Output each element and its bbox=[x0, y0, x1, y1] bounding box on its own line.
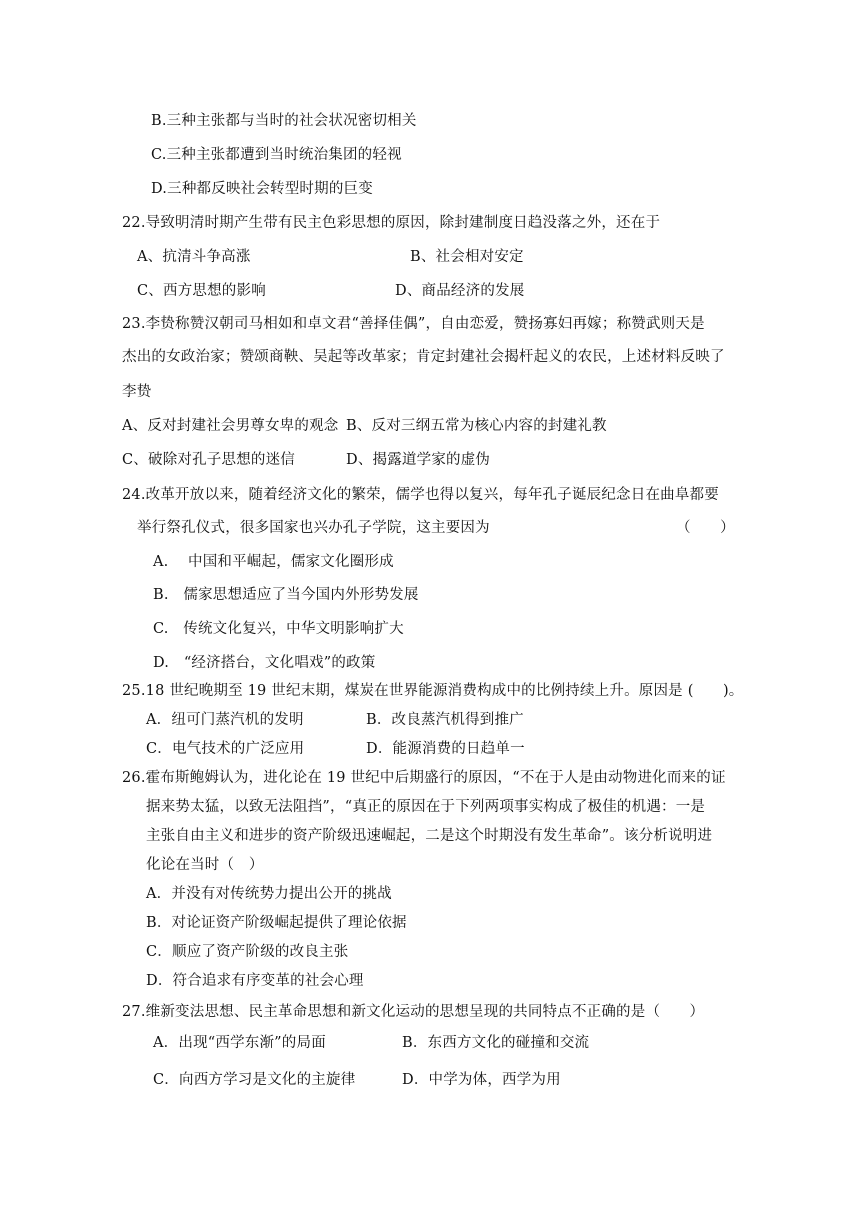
q22-option-c: C、西方思想的影响 bbox=[137, 283, 266, 299]
q23-option-a: A、反对封建社会男尊女卑的观念 bbox=[122, 418, 339, 434]
q27-stem: 27.维新变法思想、民主革命思想和新文化运动的思想呈现的共同特点不正确的是（ ） bbox=[122, 1004, 705, 1020]
q22-option-d: D、商品经济的发展 bbox=[395, 283, 525, 299]
q25-option-b: B．改良蒸汽机得到推广 bbox=[366, 712, 524, 728]
q26-stem-line2: 据来势太猛，以致无法阻挡”，“真正的原因在于下列两项事实构成了极佳的机遇：一是 bbox=[146, 799, 706, 815]
q27-option-b: B．东西方文化的碰撞和交流 bbox=[402, 1035, 590, 1051]
q26-stem-line4: 化论在当时（ ） bbox=[146, 857, 264, 873]
q25-stem: 25.18 世纪晚期至 19 世纪末期，煤炭在世界能源消费构成中的比例持续上升。原因是 ( )。 bbox=[122, 683, 744, 699]
q22-option-b: B、社会相对安定 bbox=[410, 249, 524, 265]
q23-stem-line3: 李贽 bbox=[122, 384, 152, 400]
q23-option-c: C、破除对孔子思想的迷信 bbox=[122, 452, 295, 468]
q25-option-a: A．纽可门蒸汽机的发明 bbox=[146, 712, 304, 728]
q24-option-a: A. 中国和平崛起，儒家文化圈形成 bbox=[153, 554, 394, 570]
q24-stem-line2: 举行祭孔仪式，很多国家也兴办孔子学院，这主要因为 bbox=[137, 520, 490, 536]
q21-option-b: B.三种主张都与当时的社会状况密切相关 bbox=[151, 113, 417, 129]
q23-option-b: B、反对三纲五常为核心内容的封建礼教 bbox=[346, 418, 607, 434]
q24-option-d: D. “经济搭台，文化唱戏”的政策 bbox=[153, 655, 376, 671]
q26-stem-line3: 主张自由主义和进步的资产阶级迅速崛起，二是这个时期没有发生革命”。该分析说明进 bbox=[146, 828, 713, 844]
q26-option-d: D．符合追求有序变革的社会心理 bbox=[146, 973, 364, 989]
q24-option-c: C. 传统文化复兴，中华文明影响扩大 bbox=[153, 621, 404, 637]
q23-stem-line2: 杰出的女政治家；赞颂商鞅、吴起等改革家；肯定封建社会揭杆起义的农民，上述材料反映了 bbox=[122, 349, 725, 365]
q21-option-c: C.三种主张都遭到当时统治集团的轻视 bbox=[151, 147, 402, 163]
q25-option-c: C．电气技术的广泛应用 bbox=[146, 741, 305, 757]
q22-stem: 22.导致明清时期产生带有民主色彩思想的原因，除封建制度日趋没落之外，还在于 bbox=[122, 215, 661, 231]
q27-option-d: D．中学为体，西学为用 bbox=[402, 1072, 561, 1088]
q26-option-c: C．顺应了资产阶级的改良主张 bbox=[146, 944, 349, 960]
q21-option-d: D.三种都反映社会转型时期的巨变 bbox=[151, 181, 373, 197]
q27-option-a: A．出现“西学东渐”的局面 bbox=[153, 1035, 326, 1051]
q24-answer-paren: （ ） bbox=[676, 520, 735, 536]
q26-stem-line1: 26.霍布斯鲍姆认为，进化论在 19 世纪中后期盛行的原因，“不在于人是由动物进化而来的证 bbox=[122, 770, 726, 786]
q23-option-d: D、揭露道学家的虚伪 bbox=[346, 452, 491, 468]
q26-option-b: B．对论证资产阶级崛起提供了理论依据 bbox=[146, 915, 407, 931]
q26-option-a: A．并没有对传统势力提出公开的挑战 bbox=[146, 886, 392, 902]
q27-option-c: C．向西方学习是文化的主旋律 bbox=[153, 1072, 356, 1088]
q22-option-a: A、抗清斗争高涨 bbox=[137, 249, 251, 265]
q24-stem-line1: 24.改革开放以来，随着经济文化的繁荣，儒学也得以复兴，每年孔子诞辰纪念日在曲阜都要 bbox=[122, 487, 719, 503]
q24-option-b: B. 儒家思想适应了当今国内外形势发展 bbox=[153, 587, 419, 603]
q25-option-d: D．能源消费的日趋单一 bbox=[366, 741, 525, 757]
q23-stem-line1: 23.李贽称赞汉朝司马相如和卓文君“善择佳偶”，自由恋爱，赞扬寡妇再嫁；称赞武则天是 bbox=[122, 316, 705, 332]
